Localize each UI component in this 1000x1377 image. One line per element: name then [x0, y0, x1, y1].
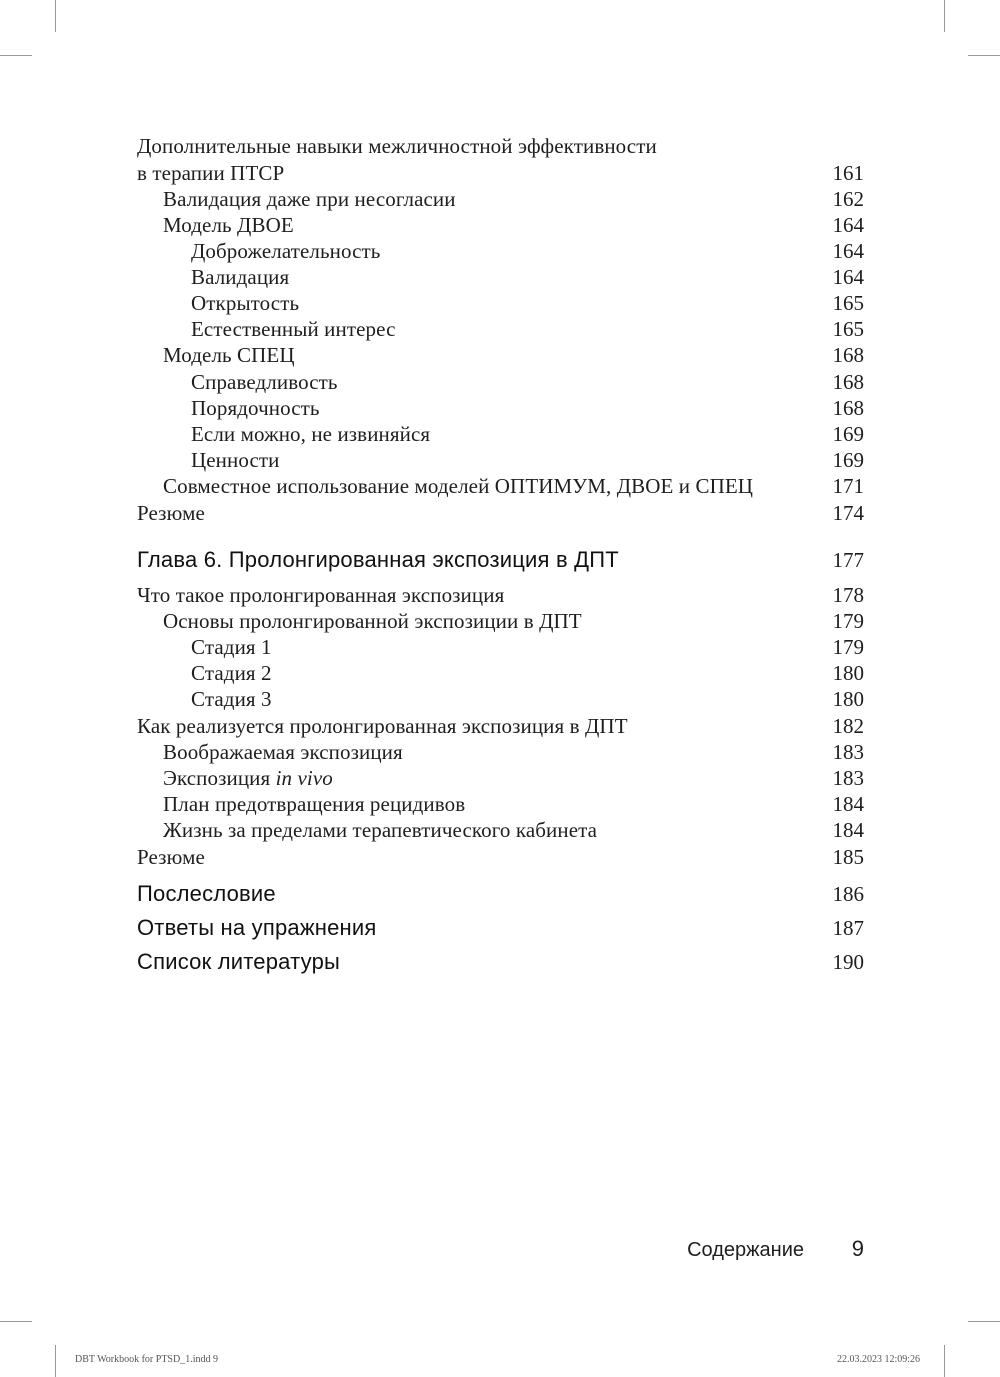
- toc-entry-page: 171: [832, 474, 864, 498]
- toc-chapter-heading: [0, 547, 1000, 577]
- toc-entry-title: Ценности: [191, 448, 280, 472]
- running-footer-section: Содержание: [687, 1239, 804, 1261]
- toc-entry-page: 174: [832, 501, 864, 525]
- toc-entry-title: Как реализуется пролонгированная экспозиция в ДПТ: [137, 714, 628, 738]
- toc-entry-title: Резюме: [137, 501, 205, 525]
- toc-entry-page: 183: [832, 766, 864, 790]
- toc-entry-title: Резюме: [137, 845, 205, 869]
- toc-entry-page: 168: [832, 396, 864, 420]
- toc-entry-title: Совместное использование моделей ОПТИМУМ, ДВОЕ и СПЕЦ: [163, 474, 754, 498]
- toc-entry-page: 186: [832, 882, 864, 906]
- toc-entry-page: 168: [832, 370, 864, 394]
- toc-entry-page: 161: [832, 161, 864, 185]
- toc-entry-title: Модель ДВОЕ: [163, 213, 294, 237]
- toc-entry-page: 187: [832, 916, 864, 940]
- toc-entry: [0, 817, 1000, 847]
- toc-entry-title: Послесловие: [137, 881, 276, 906]
- toc-entry-page: 169: [832, 448, 864, 472]
- toc-entry-page: 183: [832, 740, 864, 764]
- toc-entry-page: 164: [832, 265, 864, 289]
- print-slug-timestamp: 22.03.2023 12:09:26: [836, 1354, 920, 1365]
- toc-entry: [0, 473, 1000, 503]
- toc-entry-page: 168: [832, 343, 864, 367]
- toc-entry-page: 182: [832, 714, 864, 738]
- toc-entry: [0, 342, 1000, 372]
- toc-entry-page: 184: [832, 792, 864, 816]
- toc-entry-page: 169: [832, 422, 864, 446]
- toc-entry-page: 177: [832, 548, 864, 572]
- toc-chapter-heading: [0, 915, 1000, 945]
- toc-entry-page: 164: [832, 213, 864, 237]
- toc-entry: [0, 133, 1000, 163]
- toc-chapter-heading: [0, 881, 1000, 911]
- toc-entry-page: 180: [832, 661, 864, 685]
- toc-entry-page: 190: [832, 950, 864, 974]
- toc-entry-title: Порядочность: [191, 396, 320, 420]
- toc-entry-title: Справедливость: [191, 370, 338, 394]
- toc-entry-title: Стадия 3: [191, 687, 272, 711]
- toc-entry: [0, 844, 1000, 874]
- print-slug-file: DBT Workbook for PTSD_1.indd 9: [75, 1354, 218, 1365]
- toc-entry-title: Воображаемая экспозиция: [163, 740, 403, 764]
- toc-entry-title: Жизнь за пределами терапевтического кабинета: [163, 818, 598, 842]
- toc-entry-page: 164: [832, 239, 864, 263]
- toc-entry-title: Доброжелательность: [191, 239, 381, 263]
- toc-entry: [0, 500, 1000, 530]
- toc-entry-title: Стадия 1: [191, 635, 272, 659]
- toc-entry-title: Валидация даже при несогласии: [163, 187, 456, 211]
- toc-entry-page: 184: [832, 818, 864, 842]
- toc-entry-page: 179: [832, 635, 864, 659]
- toc-entry-page: 162: [832, 187, 864, 211]
- page-number: 9: [851, 1236, 864, 1261]
- toc-entry-title: Что такое пролонгированная экспозиция: [137, 583, 505, 607]
- toc-entry-title: Глава 6. Пролонгированная экспозиция в ДПТ: [137, 547, 619, 572]
- toc-entry-italic: in vivo: [275, 766, 333, 790]
- toc-entry-title: Если можно, не извиняйся: [191, 422, 431, 446]
- toc-entry-title: Валидация: [191, 265, 290, 289]
- toc-entry-title: Модель СПЕЦ: [163, 343, 295, 367]
- toc-entry-page: 180: [832, 687, 864, 711]
- toc-entry-title: Стадия 2: [191, 661, 272, 685]
- toc-entry-page: 165: [832, 317, 864, 341]
- toc-entry-title: Открытость: [191, 291, 300, 315]
- toc-entry-title: Основы пролонгированной экспозиции в ДПТ: [163, 609, 582, 633]
- toc-entry-page: 178: [832, 583, 864, 607]
- toc-entry-title: Дополнительные навыки межличностной эффективности: [137, 134, 657, 158]
- toc-chapter-heading: [0, 949, 1000, 979]
- toc-entry-page: 179: [832, 609, 864, 633]
- toc-entry-page: 185: [832, 845, 864, 869]
- toc-entry-title: Экспозиция in vivo: [163, 766, 333, 790]
- toc-entry-title: Ответы на упражнения: [137, 915, 377, 940]
- toc-entry-title: Естественный интерес: [191, 317, 396, 341]
- toc-entry: [0, 686, 1000, 716]
- toc-entry-title: План предотвращения рецидивов: [163, 792, 466, 816]
- toc-entry-title: в терапии ПТСР: [137, 161, 285, 185]
- toc-entry-title: Список литературы: [137, 949, 341, 974]
- toc-entry-page: 165: [832, 291, 864, 315]
